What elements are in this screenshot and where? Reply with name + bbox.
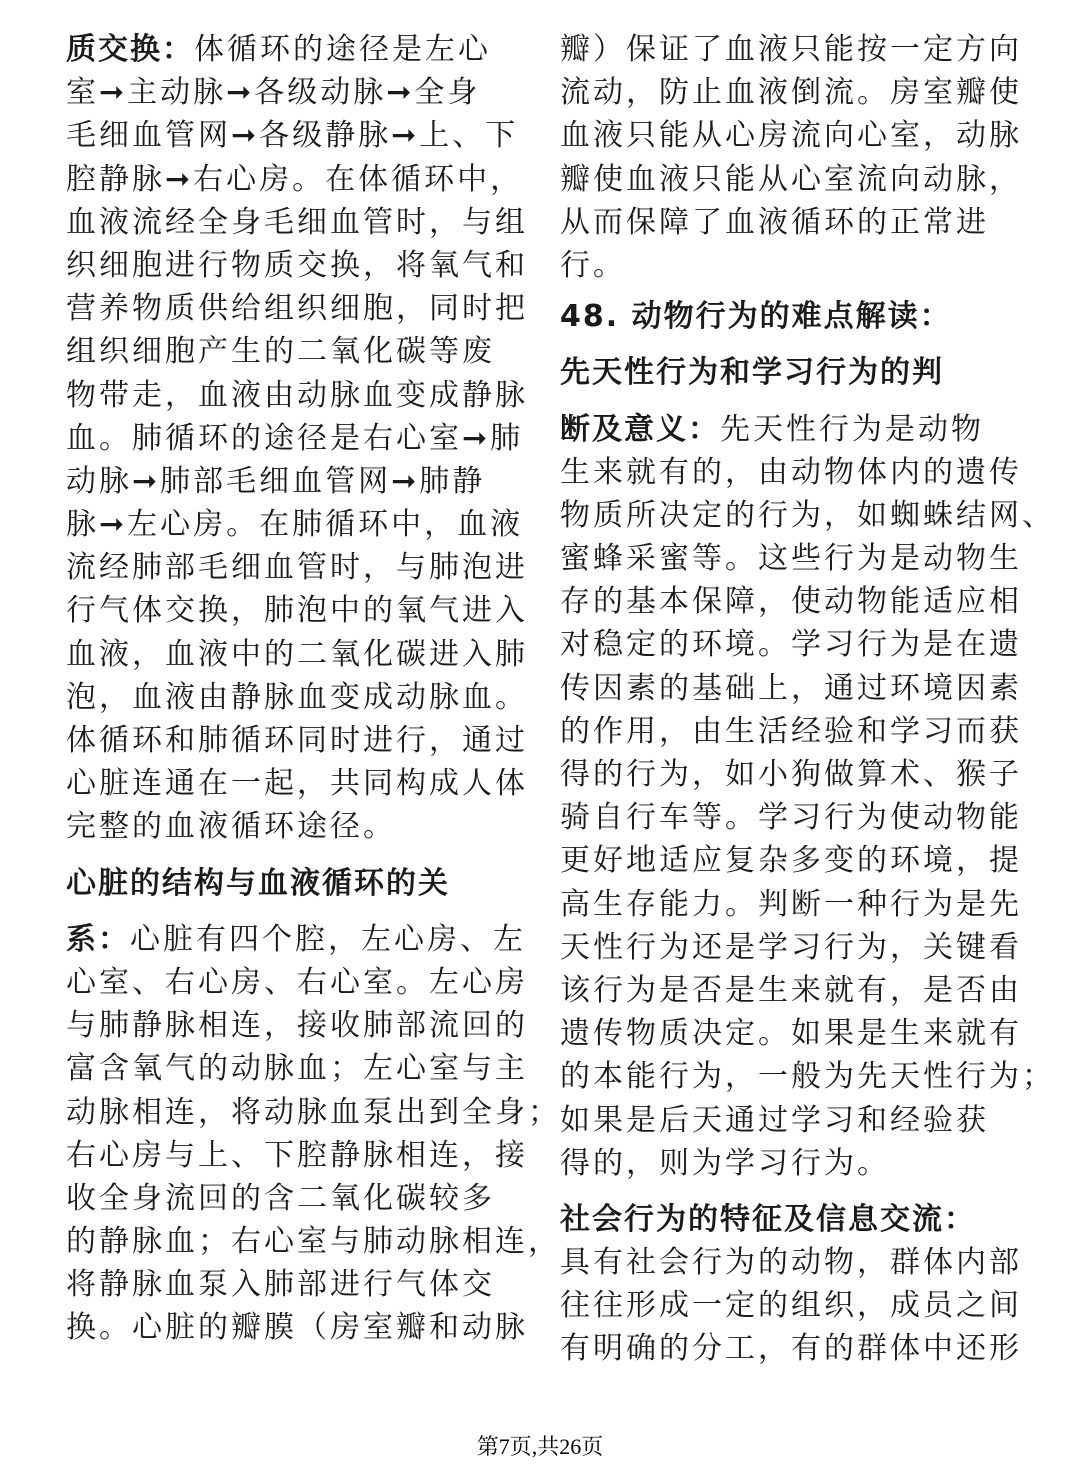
body-text: 脉➞左心房。在肺循环中，血液 — [66, 507, 524, 543]
body-text: 高生存能力。判断一种行为是先 — [560, 886, 1022, 922]
body-text: 瓣使血液只能从心室流向动脉， — [560, 161, 1022, 197]
text-line — [560, 295, 1030, 338]
text-line — [560, 1284, 1030, 1327]
body-text: 得的行为，如小狗做算术、猴子 — [560, 757, 1022, 792]
text-line — [66, 546, 526, 589]
body-text: 腔静脉➞右心房。在体循环中， — [66, 161, 524, 197]
body-text: 流经肺部毛细血管时，与肺泡进 — [66, 550, 528, 586]
text-line — [560, 839, 1030, 882]
text-line — [66, 28, 526, 71]
body-text: 从而保障了血液循环的正常进 — [560, 204, 989, 240]
body-text: 心脏连通在一起，共同构成人体 — [66, 766, 528, 802]
text-line — [66, 114, 526, 157]
body-text: 遗传物质决定。如果是生来就有 — [560, 1016, 1022, 1052]
body-text: 往往形成一定的组织，成员之间 — [560, 1288, 1022, 1324]
body-text: 的本能行为，一般为先天性行为； — [560, 1059, 1055, 1095]
text-line — [560, 926, 1030, 969]
text-line — [560, 623, 1030, 666]
text-line — [66, 287, 526, 330]
text-line — [66, 961, 526, 1004]
body-text: 如果是后天通过学习和经验获 — [560, 1102, 989, 1138]
text-line — [66, 918, 526, 961]
text-line — [66, 201, 526, 244]
text-line — [560, 201, 1030, 244]
text-line — [560, 1142, 1030, 1185]
body-text: 对稳定的环境。学习行为是在遗 — [560, 627, 1022, 663]
text-line — [560, 71, 1030, 114]
heading-text: 先天性行为和学习行为的判 — [560, 355, 944, 391]
body-text: 血液，血液中的二氧化碳进入肺 — [66, 636, 528, 672]
text-line — [560, 537, 1030, 580]
text-line — [560, 351, 1030, 394]
body-text: 天性行为还是学习行为，关键看 — [560, 929, 1022, 965]
body-text: 该行为是否是生来就有，是否由 — [560, 972, 1022, 1008]
text-line — [66, 503, 526, 546]
text-line — [560, 883, 1030, 926]
body-text: 体循环的途径是左心 — [194, 32, 491, 67]
text-line — [66, 374, 526, 417]
body-text: 蜜蜂采蜜等。这些行为是动物生 — [560, 541, 1022, 577]
body-text: 泡，血液由静脉血变成动脉血。 — [66, 679, 528, 715]
body-text: 存的基本保障，使动物能适应相 — [560, 584, 1022, 620]
text-line — [66, 1220, 561, 1263]
line-gap — [560, 287, 1030, 295]
heading-text: 断及意义： — [560, 411, 720, 447]
body-text: 完整的血液循环途径。 — [66, 809, 396, 845]
line-gap — [560, 395, 1030, 408]
line-gap — [560, 1185, 1030, 1198]
body-text: 富含氧气的动脉血；左心室与主 — [66, 1051, 528, 1087]
body-text: 血。肺循环的途径是右心室➞肺 — [66, 420, 524, 456]
body-text: 将静脉血泵入肺部进行气体交 — [66, 1267, 495, 1303]
text-line — [560, 796, 1030, 839]
body-text: 的作用，由生活经验和学习而获 — [560, 713, 1022, 749]
text-line — [66, 330, 526, 373]
body-text: 收全身流回的含二氧化碳较多 — [66, 1180, 495, 1216]
heading-text: 社会行为的特征及信息交流： — [560, 1201, 976, 1237]
text-line — [560, 494, 1055, 537]
body-text: 行。 — [560, 247, 626, 283]
body-text: 营养物质供给组织细胞，同时把 — [66, 291, 528, 327]
body-text: 有明确的分工，有的群体中还形 — [560, 1331, 1022, 1367]
body-text: 组织细胞产生的二氧化碳等废 — [66, 334, 495, 370]
body-text: 体循环和肺循环同时进行，通过 — [66, 723, 528, 758]
body-text: 行气体交换，肺泡中的氧气进入 — [66, 593, 528, 629]
text-line — [66, 1134, 526, 1177]
text-line — [560, 1055, 1055, 1098]
text-line — [560, 969, 1030, 1012]
text-line — [66, 158, 526, 201]
text-line — [66, 460, 526, 503]
text-line — [560, 1012, 1030, 1055]
text-line — [66, 719, 526, 762]
page-footer: 第7页,共26页 — [476, 1434, 604, 1459]
body-text: 动脉相连，将动脉血泵出到全身； — [66, 1094, 561, 1130]
body-text: 与肺静脉相连，接收肺部流回的 — [66, 1008, 528, 1044]
body-text: 得的，则为学习行为。 — [560, 1145, 890, 1181]
line-gap — [66, 849, 526, 862]
body-text: 骑自行车等。学习行为使动物能 — [560, 800, 1022, 836]
heading-text: 心脏的结构与血液循环的关 — [66, 865, 450, 901]
heading-text: 质交换： — [66, 32, 194, 67]
body-text: 瓣）保证了血液只能按一定方向 — [560, 32, 1022, 67]
text-line — [66, 589, 526, 632]
body-text: 先天性行为是动物 — [720, 411, 984, 447]
body-text: 生来就有的，由动物体内的遗传 — [560, 454, 1022, 490]
text-line — [560, 114, 1030, 157]
text-line — [560, 580, 1030, 623]
body-text: 物质所决定的行为，如蜘蛛结网、 — [560, 497, 1055, 533]
body-text: 传因素的基础上，通过环境因素 — [560, 670, 1022, 706]
text-line — [560, 667, 1030, 710]
text-line — [66, 244, 526, 287]
text-line — [66, 762, 526, 805]
text-line — [66, 1263, 526, 1306]
body-text: 毛细血管网➞各级静脉➞上、下 — [66, 118, 519, 154]
body-text: 物带走，血液由动脉血变成静脉 — [66, 377, 528, 413]
body-text: 右心房与上、下腔静脉相连，接 — [66, 1137, 528, 1173]
text-line — [560, 28, 1030, 71]
line-gap — [66, 905, 526, 918]
text-line — [66, 1177, 526, 1220]
text-line — [66, 71, 526, 114]
text-line — [560, 710, 1030, 753]
text-line — [560, 451, 1030, 494]
body-text: 血液流经全身毛细血管时，与组 — [66, 204, 528, 240]
text-line — [66, 1047, 526, 1090]
body-text: 更好地适应复杂多变的环境，提 — [560, 843, 1022, 879]
text-line — [560, 244, 1030, 287]
text-line — [560, 158, 1030, 201]
left-column — [66, 28, 561, 1350]
text-line — [66, 1091, 561, 1134]
heading-text: 系： — [66, 921, 130, 957]
body-text: 换。心脏的瓣膜（房室瓣和动脉 — [66, 1310, 528, 1346]
text-line — [560, 1327, 1030, 1370]
body-text: 动脉➞肺部毛细血管网➞肺静 — [66, 463, 486, 499]
text-line — [560, 1198, 1030, 1241]
body-text: 具有社会行为的动物，群体内部 — [560, 1245, 1022, 1281]
body-text: 血液只能从心房流向心室，动脉 — [560, 118, 1022, 154]
text-line — [560, 753, 1030, 796]
text-line — [66, 1004, 526, 1047]
text-line — [66, 633, 526, 676]
body-text: 流动，防止血液倒流。房室瓣使 — [560, 75, 1022, 111]
text-line — [560, 1241, 1030, 1284]
text-line — [66, 676, 526, 719]
body-text: 室➞主动脉➞各级动脉➞全身 — [66, 75, 481, 111]
body-text: 织细胞进行物质交换，将氧气和 — [66, 247, 528, 283]
body-text: 心室、右心房、右心室。左心房 — [66, 964, 528, 1000]
text-line — [66, 805, 526, 848]
text-line — [66, 1306, 526, 1349]
text-line — [66, 862, 526, 905]
body-text: 心脏有四个腔，左心房、左 — [130, 921, 526, 957]
text-line — [560, 1099, 1030, 1142]
text-line — [66, 417, 526, 460]
body-text: 的静脉血；右心室与肺动脉相连， — [66, 1224, 561, 1260]
text-line — [560, 408, 1030, 451]
line-gap — [560, 338, 1030, 351]
right-column — [560, 28, 1055, 1371]
heading-text: 48. 动物行为的难点解读： — [560, 299, 952, 335]
